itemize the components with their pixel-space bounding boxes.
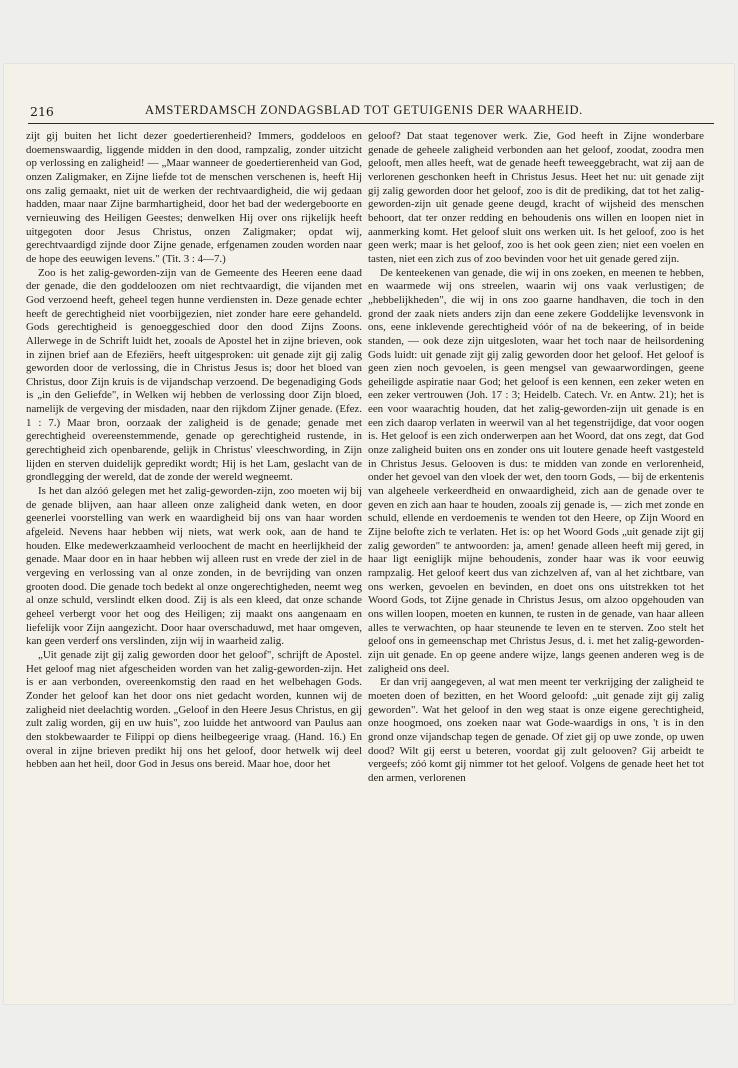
book-page	[4, 64, 734, 1004]
paragraph: Zoo is het zalig-geworden-zijn van de Gemeente des Heeren eene daad der genade, die den goddeloozen om niet rechtvaardigt, die vijanden met God verzoend heeft, geheel tegen hunne verdiensten in. Deze genade echter heeft de gerechtigheid niet voorbijgezien, niet zonder hare eere gehandeld. Gods gerechtigheid is genoeggeschied door den dood Zijns Zoons. Allerwege in de Schrift luidt het, zooals de Apostel het in zijne brieven, ook in zijnen brief aan de Efeziërs, heeft uitgesproken: uit genade zijt gij zalig geworden door de verlossing, die in Christus Jesus is; door het bloed van Christus, door Zijn kruis is de vijandschap verzoend. De begenadiging Gods is „in den Geliefde", in Welken wij hebben de verlossing door Zijn bloed, namelijk de vergeving der misdaden, naar den rijkdom Zijner genade. (Efez. 1 : 7.) Maar bron, oorzaak der zaligheid is de genade; genade met gerechtigheid overeenstemmende, genade op gerechtigheid rustende, in gerechtigheid zich openbarende, gelijk in Christus' vleeschwording, in Zijn lijden en sterven duidelijk gepredikt wordt; Hij is het Lam, geslacht van de grondlegging der wereld, dat de zonde der wereld wegneemt.	[26, 266, 362, 484]
left-column	[26, 130, 362, 998]
paragraph: zijt gij buiten het licht dezer goedertierenheid? Immers, goddeloos en doemenswaardig, liggende midden in den dood, rampzalig, zonder uitzicht op verlossing en zaligheid! — „Maar wanneer de goedertierenheid van God, onzen Zaligmaker, en Zijne liefde tot de menschen verschenen is, heeft Hij ons zalig gemaakt, niet uit de werken der rechtvaardigheid, die wij gedaan hadden, maar naar Zijne barmhartigheid, door het bad der wedergeboorte en vernieuwing des Heiligen Geestes; denwelken Hij over ons rijkelijk heeft uitgegoten door Jesus Christus, onzen Zaligmaker; opdat wij, gerechtvaardigd zijnde door Zijne genade, erfgenamen zouden worden naar de hope des eeuwigen levens." (Tit. 3 : 4—7.)	[26, 130, 362, 265]
paragraph: „Uit genade zijt gij zalig geworden door het geloof", schrijft de Apostel. Het geloof mag niet afgescheiden worden van het zalig-geworden-zijn. Het is er aan verbonden, overeenkomstig den raad en het welbehagen Gods. Zonder het geloof kan het door ons niet gedacht worden, kunnen wij de zaligheid niet deelachtig worden. „Geloof in den Heere Jesus Christus, en gij zult zalig worden, gij en uw huis", zoo luidde het antwoord van Paulus aan den stokbewaarder te Filippi op diens heilbegeerige vraag. (Hand. 16.) En overal in zijne brieven predikt hij ons het geloof, door hetwelk wij deel hebben aan het heil, door God in Jesus ons bereid. Maar hoe, door het	[26, 648, 362, 771]
paragraph: Er dan vrij aangegeven, al wat men meent ter verkrijging der zaligheid te moeten doen of bezitten, en het Woord geloofd: „uit genade zijt gij zalig geworden". Wat het geloof in den weg staat is onze eigene gerechtigheid, onze hoogmoed, ons zoeken naar wat Gode-waardigs in ons, 't is in den grond onze vijandschap tegen de genade. Of ziet gij op uwe zonde, op uwen dood? Wilt gij eerst u beteren, voordat gij zult gelooven? Gij arbeidt te vergeefs; zóó komt gij nimmer tot het geloof. Volgens de genade heet het tot den armen, verlorenen	[368, 676, 704, 784]
page-number: 216	[30, 104, 54, 119]
paragraph: geloof? Dat staat tegenover werk. Zie, God heeft in Zijne wonderbare genade de geheele zaligheid verbonden aan het geloof, zoodat, zoodra men gelooft, men alles heeft, wat de genade heeft teweeggebracht, wat zij aan de verlorenen geschonken heeft in Christus Jesus. Heet het nu: uit genade zijt gij zalig geworden door het geloof, zoo is dit de prediking, dat tot het zalig-geworden-zijn uit genade geene deugd, kracht of wijsheid des menschen behoort, dat ter onzer redding en behoudenis ons willen en loopen niet in aanmerking komt. Het geloof sluit ons werken uit. Is het geloof, zoo is het geen werk; maar is het geloof, zoo is het ook geen zien; niet een voelen en tasten, niet een zich zus of zoo bevinden voor het uit genade gered zijn.	[368, 130, 704, 265]
paragraph: De kenteekenen van genade, die wij in ons zoeken, en meenen te hebben, en waarmede wij ons streelen, waarin wij ons vaak verlustigen; de „hebbelijkheden", die wij in ons zoo gaarne handhaven, die toch in den grond der zaak niets anders zijn dan eene zekere Goddelijke levensvonk in ons, eene inklevende gerechtigheid vóór of na de bekeering, of in beide standen, — ook deze zijn uitgesloten, waar het toch naar de heilsordening Gods luidt: uit genade zijt gij zalig geworden door het geloof. Het geloof is geen zien noch gevoelen, is geen mengsel van gewaarwordingen, geene geheiligde aspiratie naar God; het geloof is een kennen, een zeker weten en een zeker vertrouwen (Joh. 17 : 3; Heidelb. Catech. Vr. en Antw. 21); het is een voor waarachtig houden, dat het zalig-geworden-zijn uit genade is en een zich daarop verlaten in weerwil van al het tegenstrijdige, dat voor oogen is. Het geloof is een zich onderwerpen aan het Woord, dat ons zegt, dat God onze zaligheid buiten ons en zonder ons uit loutere genade heeft vastgesteld in Christus Jesus. Gelooven is dus: te midden van zonde en verlorenheid, onder het gevoel van den vloek der wet, den toorn Gods, — bij de erkentenis van algeheele verkeerdheid en onwaardigheid, zich aan de genade over te geven en zich aan haar te houden, zooals zij genade is, — zich met zonde en schuld, ellende en verdoemenis te wenden tot den Heere, op Zijn Woord en Zijne belofte zich te verlaten. Het is: op het Woord Gods „uit genade zijt gij zalig geworden" te antwoorden: ja, amen! genade alleen heeft mij gered, in haar ligt eeniglijk mijne behoudenis, zonder haar was ik voor eeuwig rampzalig. Het geloof keert dus van zichzelven af, van al het zichtbare, van ons werken, gevoelen en bevinden, en doet ons ons uitstrekken tot het Woord Gods, tot Zijne genade in Christus Jesus, om alzoo opgehouden van ons willen loopen, moeten en kunnen, te rusten in de genade, van haar alleen alles te verwachten, op haar steunende te leven en te sterven. Zoo stelt het geloof ons in gemeenschap met Christus Jesus, d. i. met het zalig-geworden-zijn uit genade. En op geene andere wijze, langs geenen anderen weg is de zaligheid ons deel.	[368, 266, 704, 675]
running-title: AMSTERDAMSCH ZONDAGSBLAD TOT GETUIGENIS DER WAARHEID.	[145, 103, 583, 117]
paragraph: Is het dan alzóó gelegen met het zalig-geworden-zijn, zoo moeten wij bij de genade blijven, aan haar alleen onze zaligheid dank weten, en door geenerlei voorstelling van werk en waardigheid bij ons van haar worden afgeleid. Nevens haar hebben wij niets, wat werk ook, aan de hand te houden. Elke medewerkzaamheid verloochent de macht en heerlijkheid der genade. Maar door en in haar hebben wij alleen rust en vrede der ziel in de vergeving en verlossing van al onze zonden, in de bevrijding van onzen grooten dood. Die genade toch bedekt al onze ongerechtigheden, neemt weg al onze schuld, verslindt elken dood. Zij is als een kleed, dat onze schande geheel verbergt voor het oog des Heiligen; zij maakt ons aangenaam en liefelijk voor Zijn aangezicht. Door haar overschaduwd, met haar omgeven, kan geen verderf ons verslinden, zijn wij in waarheid zalig.	[26, 485, 362, 648]
right-column	[368, 130, 704, 998]
header-rule	[28, 123, 714, 124]
page-header	[30, 104, 710, 124]
